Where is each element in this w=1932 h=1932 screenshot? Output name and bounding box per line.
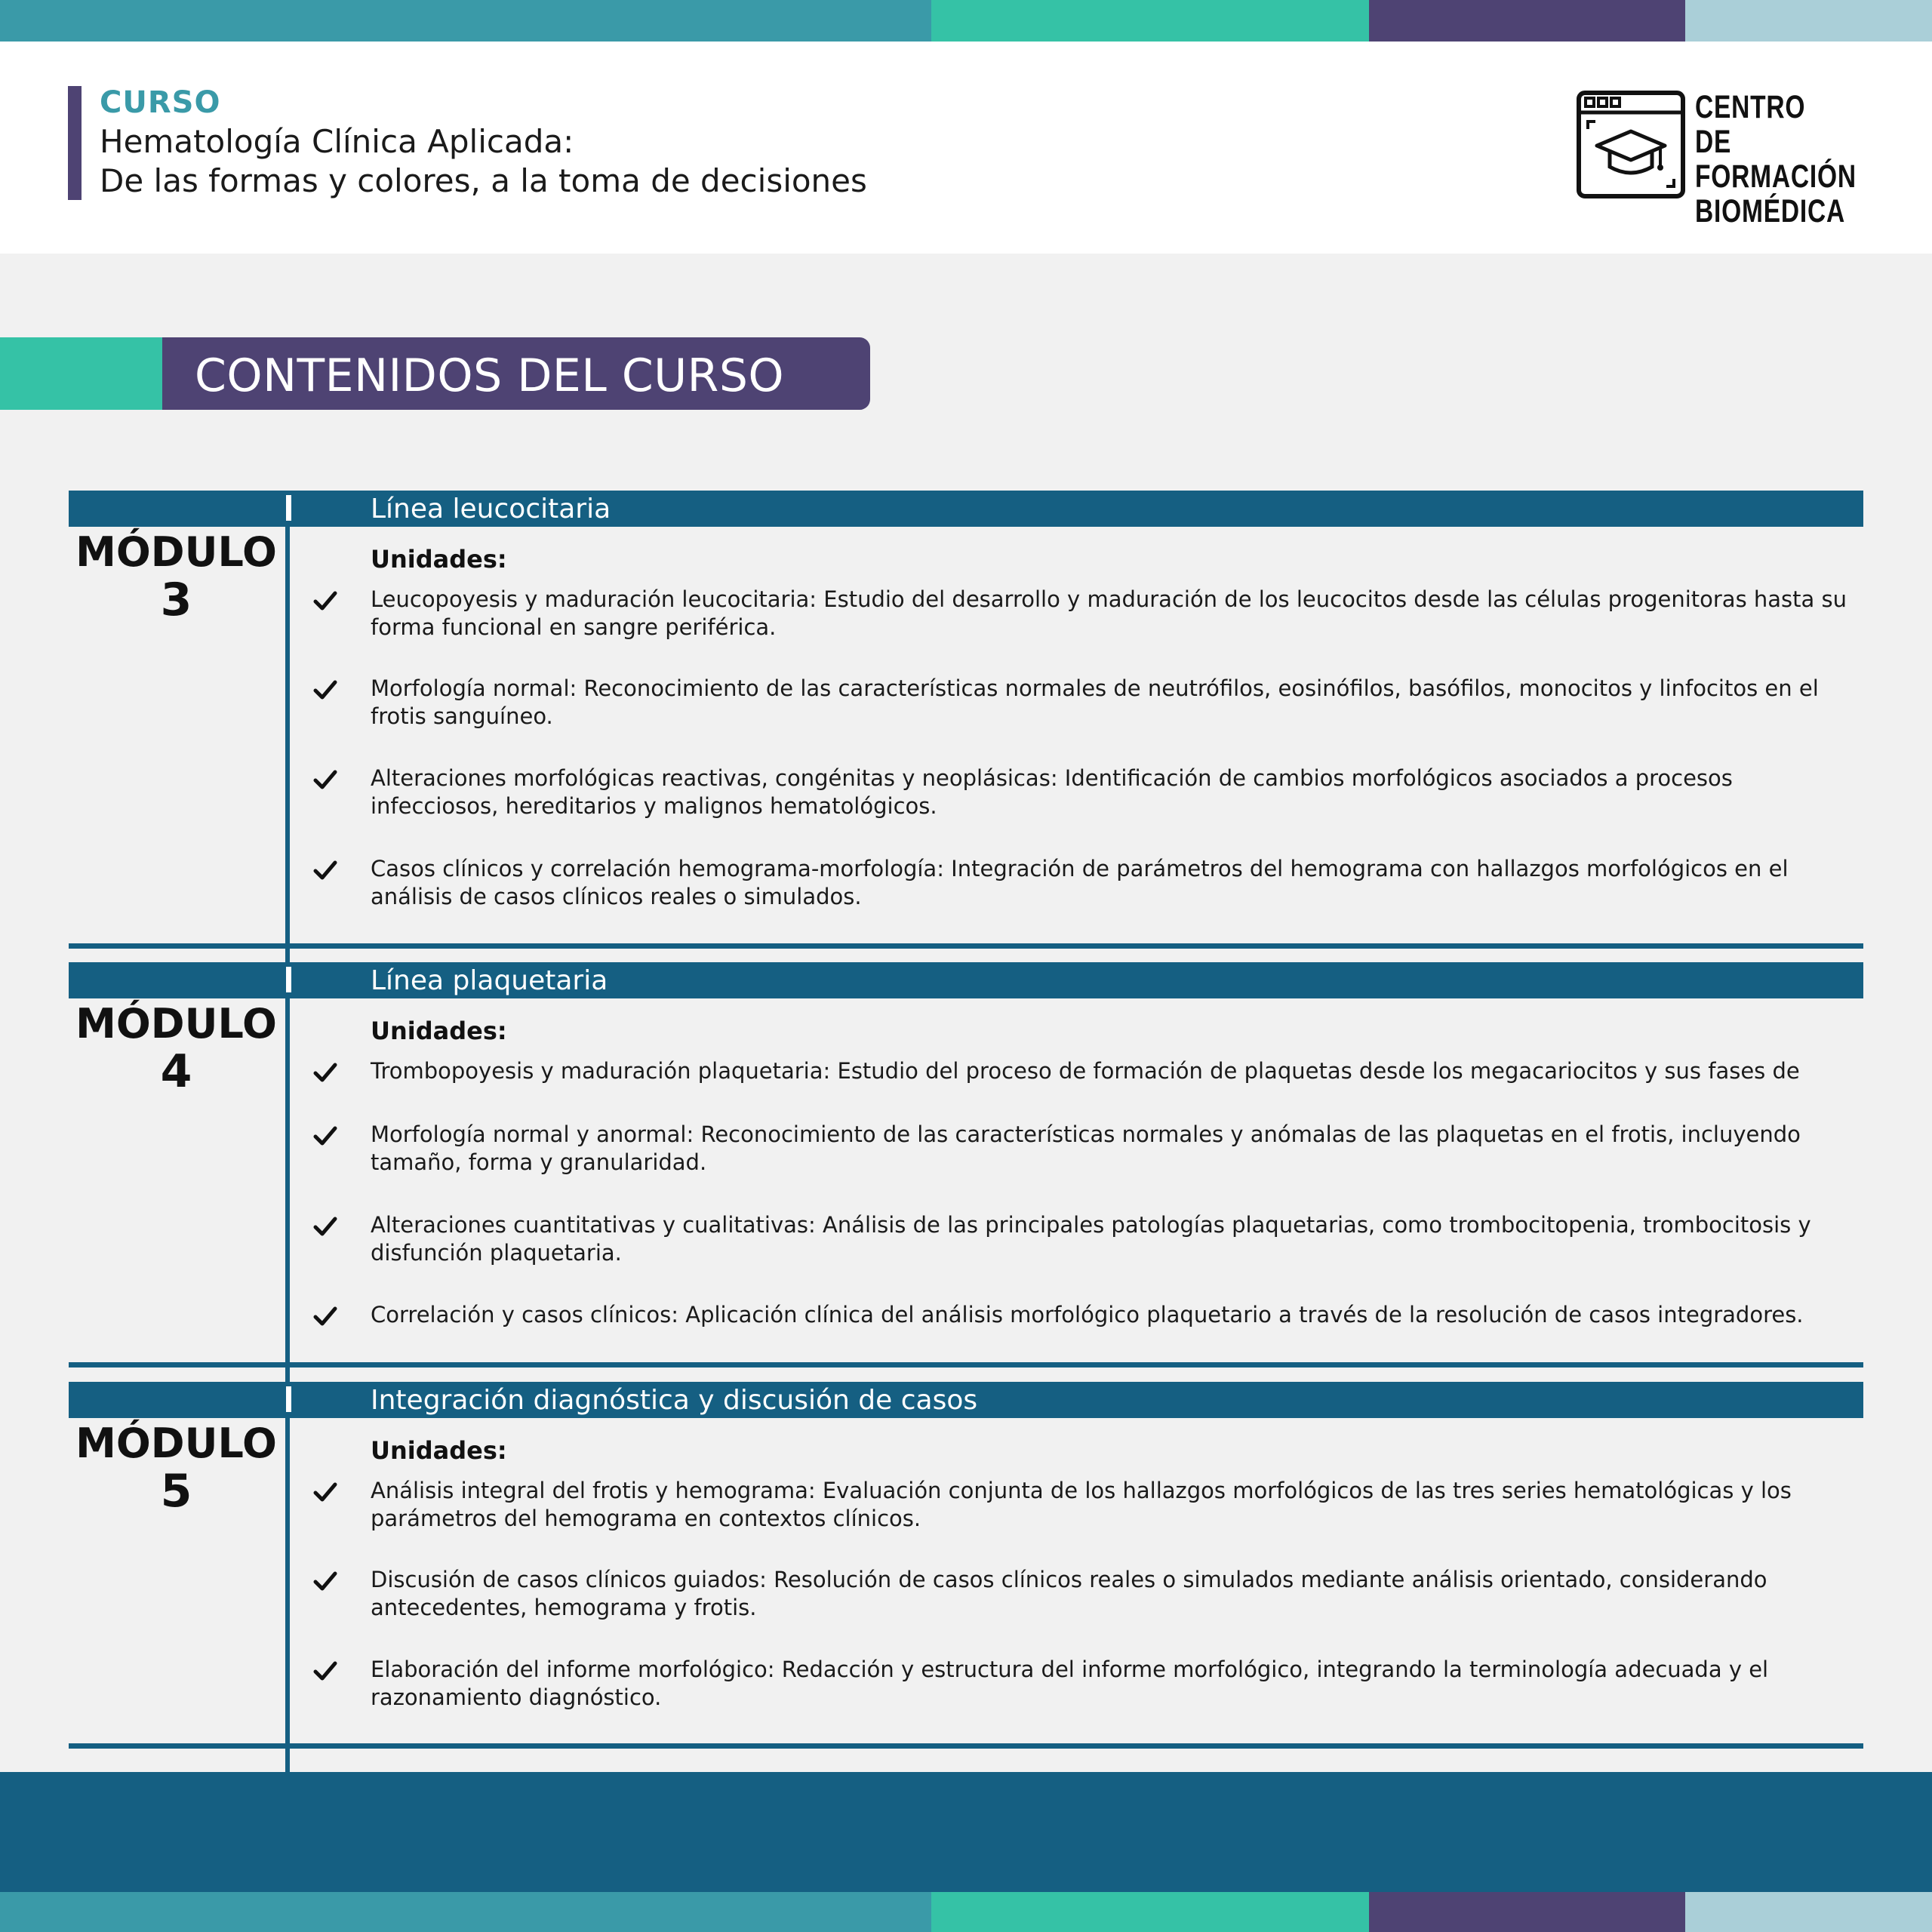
course-title-line2: De las formas y colores, a la toma de decisiones	[100, 162, 867, 199]
check-icon	[313, 589, 337, 613]
section-title: CONTENIDOS DEL CURSO	[195, 349, 785, 402]
check-icon	[313, 1659, 337, 1683]
graduation-cap-browser-icon	[1576, 90, 1686, 199]
module-5	[69, 1382, 1863, 1753]
section-heading-accent	[0, 337, 162, 410]
module-subtitle-bar	[69, 491, 1863, 527]
check-icon	[313, 1569, 337, 1593]
module-number: 5	[160, 1465, 192, 1518]
footer-band	[0, 1772, 1932, 1892]
unit-item: Alteraciones morfológicas reactivas, congénitas y neoplásicas: Identificación de cambios morfológicos asociados a procesos infecciosos, hereditarios y malignos hematológicos.	[371, 765, 1733, 819]
module-divider-horizontal	[69, 943, 1863, 949]
unit-item: Análisis integral del frotis y hemograma: Evaluación conjunta de los hallazgos morfológicos de las tres series hematológicas y los parámetros del hemograma en contextos clínicos.	[371, 1478, 1792, 1531]
module-number: 4	[160, 1045, 192, 1098]
units-label: Unidades:	[371, 545, 507, 574]
check-icon	[313, 678, 337, 702]
check-icon	[313, 1214, 337, 1238]
check-icon	[313, 1480, 337, 1504]
module-divider-horizontal	[69, 1362, 1863, 1367]
page-header	[0, 42, 1932, 254]
check-icon	[313, 1304, 337, 1328]
module-divider-horizontal	[69, 1743, 1863, 1749]
module-subtitle: Línea leucocitaria	[371, 494, 611, 525]
unit-item: Morfología normal y anormal: Reconocimiento de las características normales y anómalas de las plaquetas en el frotis, incluyendo tamaño, forma y granularidad.	[371, 1121, 1801, 1175]
bottom-color-stripe	[0, 1892, 1932, 1932]
module-3	[69, 491, 1863, 953]
check-icon	[313, 1060, 337, 1084]
brand-logo-text: CENTRO DE FORMACIÓN BIOMÉDICA	[1695, 89, 1857, 229]
top-color-stripe	[0, 0, 1932, 42]
units-label: Unidades:	[371, 1017, 507, 1045]
unit-item: Discusión de casos clínicos guiados: Resolución de casos clínicos reales o simulados mediante análisis orientado, considerando antecedentes, hemograma y frotis.	[371, 1567, 1767, 1620]
unit-item: Elaboración del informe morfológico: Redacción y estructura del informe morfológico, integrando la terminología adecuada y el razonamiento diagnóstico.	[371, 1657, 1769, 1710]
unit-item: Leucopoyesis y maduración leucocitaria: Estudio del desarrollo y maduración de los leucocitos desde las células progenitoras hasta su forma funcional en sangre periférica.	[371, 586, 1847, 640]
module-subtitle: Línea plaquetaria	[371, 965, 608, 996]
unit-item: Alteraciones cuantitativas y cualitativas: Análisis de las principales patologías plaquetarias, como trombocitopenia, trombocitosis y disfunción plaquetaria.	[371, 1212, 1811, 1266]
module-subtitle-bar	[69, 962, 1863, 998]
module-label: MÓDULO	[75, 1420, 277, 1467]
module-divider-vertical	[285, 527, 290, 984]
unit-item: Casos clínicos y correlación hemograma-morfología: Integración de parámetros del hemograma con hallazgos morfológicos en el análisis de casos clínicos reales o simulados.	[371, 856, 1789, 909]
units-label: Unidades:	[371, 1436, 507, 1465]
course-title-line1: Hematología Clínica Aplicada:	[100, 123, 574, 160]
module-4	[69, 962, 1863, 1374]
module-subtitle: Integración diagnóstica y discusión de casos	[371, 1385, 978, 1416]
unit-item: Correlación y casos clínicos: Aplicación clínica del análisis morfológico plaquetario a través de la resolución de casos integradores.	[371, 1302, 1804, 1327]
module-number: 3	[160, 574, 192, 626]
check-icon	[313, 858, 337, 882]
unit-item: Morfología normal: Reconocimiento de las características normales de neutrófilos, eosinófilos, basófilos, monocitos y linfocitos en el frotis sanguíneo.	[371, 675, 1819, 729]
check-icon	[313, 1124, 337, 1148]
module-label: MÓDULO	[75, 528, 277, 576]
course-kicker: CURSO	[100, 85, 221, 120]
module-label: MÓDULO	[75, 1000, 277, 1048]
module-divider-vertical	[285, 1418, 290, 1784]
check-icon	[313, 768, 337, 792]
unit-item: Trombopoyesis y maduración plaquetaria: Estudio del proceso de formación de plaquetas desde los megacariocitos y sus fases de	[371, 1058, 1800, 1084]
module-divider-vertical	[285, 998, 290, 1401]
header-accent-bar	[68, 86, 82, 200]
